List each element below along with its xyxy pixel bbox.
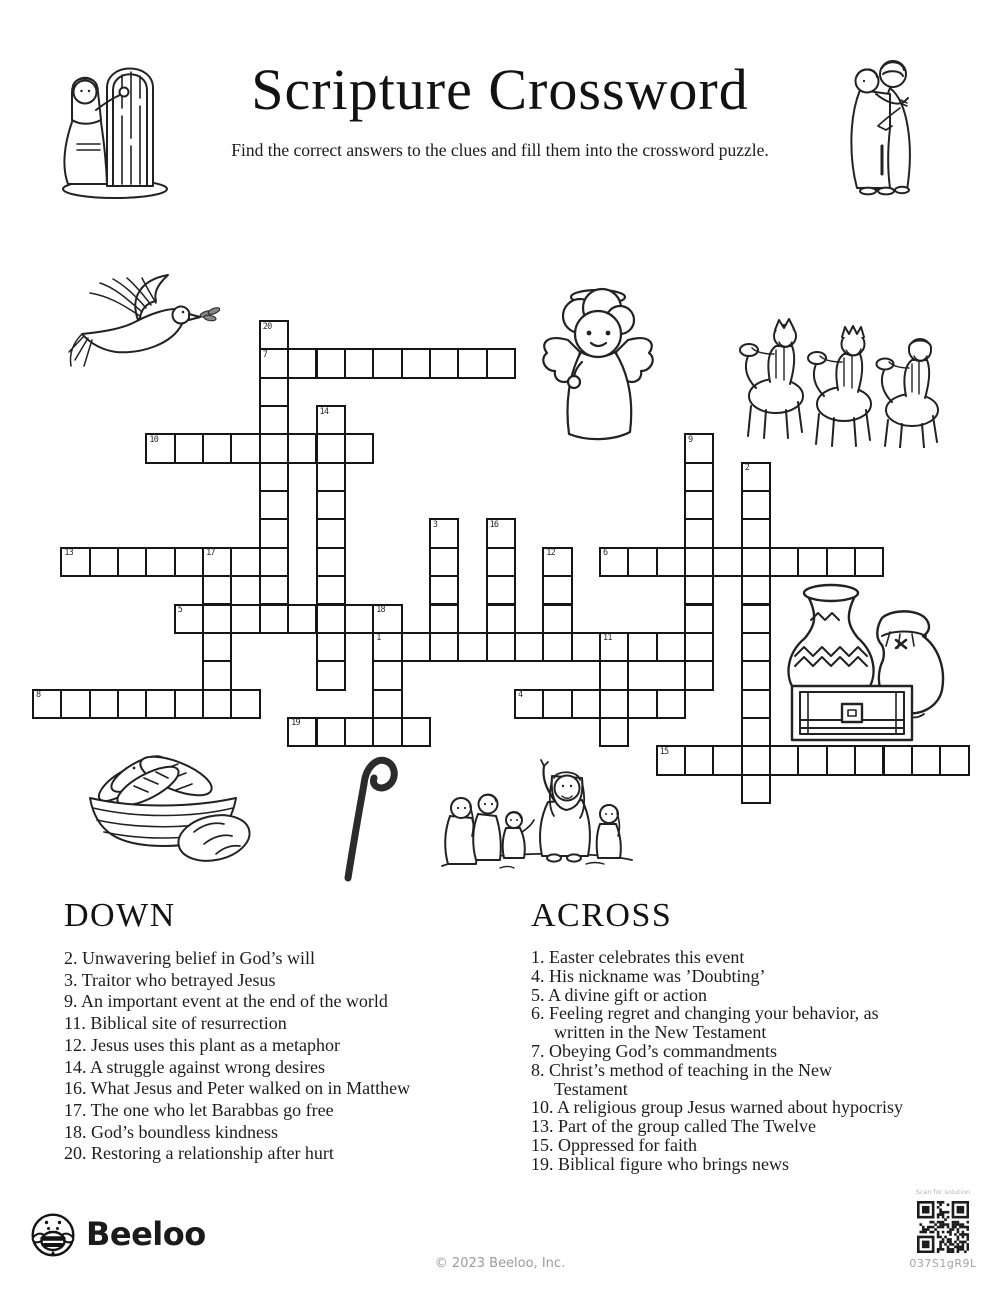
copyright-text: © 2023 Beeloo, Inc. (434, 1256, 566, 1271)
crossword-cell[interactable] (259, 462, 289, 492)
clue-item: 16. What Jesus and Peter walked on in Matthew (64, 1078, 411, 1099)
cell-number: 10 (149, 434, 159, 445)
crossword-cell[interactable] (826, 745, 856, 775)
crossword-cell[interactable] (259, 518, 289, 548)
crossword-cell[interactable] (316, 518, 346, 548)
crossword-cell[interactable] (259, 405, 289, 435)
crossword-cell[interactable] (741, 462, 771, 492)
crossword-cell[interactable] (741, 490, 771, 520)
crossword-cell[interactable] (344, 348, 374, 378)
crossword-cell[interactable] (599, 660, 629, 690)
crossword-cell[interactable] (542, 547, 572, 577)
crossword-cell[interactable] (883, 745, 913, 775)
cell-number: 1 (376, 633, 381, 644)
clue-item: 5. A divine gift or action (531, 984, 707, 1005)
cell-number: 11 (603, 633, 612, 644)
crossword-cell[interactable] (344, 717, 374, 747)
crossword-cell[interactable] (514, 632, 544, 662)
crossword-cell[interactable] (230, 689, 260, 719)
crossword-cell[interactable] (202, 632, 232, 662)
crossword-cell[interactable] (741, 632, 771, 662)
crossword-cell[interactable] (514, 689, 544, 719)
crossword-cell[interactable] (684, 575, 714, 605)
crossword-cell[interactable] (287, 604, 317, 634)
clue-item: 1. Easter celebrates this event (531, 947, 745, 967)
clue-item: 3. Traitor who betrayed Jesus (64, 969, 276, 990)
crossword-cell[interactable] (316, 490, 346, 520)
crossword-cell[interactable] (316, 433, 346, 463)
men-hugging-illustration (838, 50, 938, 200)
crossword-cell[interactable] (571, 689, 601, 719)
crossword-cell[interactable] (599, 632, 629, 662)
crossword-cell[interactable] (741, 689, 771, 719)
crossword-cell[interactable] (599, 717, 629, 747)
crossword-cell[interactable] (684, 632, 714, 662)
crossword-cell[interactable] (372, 660, 402, 690)
crossword-cell[interactable] (684, 660, 714, 690)
crossword-cell[interactable] (145, 547, 175, 577)
crossword-cell[interactable] (316, 547, 346, 577)
crossword-cell[interactable] (684, 490, 714, 520)
cell-number: 7 (262, 349, 268, 360)
treasure-chest-vase-sack-illustration (778, 580, 945, 745)
crossword-cell[interactable] (911, 745, 941, 775)
clue-item: 12. Jesus uses this plant as a metaphor (64, 1034, 340, 1055)
crossword-cell[interactable] (656, 547, 686, 577)
crossword-cell[interactable] (401, 717, 431, 747)
crossword-cell[interactable] (656, 632, 686, 662)
angel-illustration (538, 282, 658, 446)
crossword-cell[interactable] (684, 433, 714, 463)
crossword-cell[interactable] (486, 575, 516, 605)
qr-label: Scan for solution (915, 1188, 971, 1196)
cell-number: 4 (517, 690, 523, 701)
crossword-cell[interactable] (429, 348, 459, 378)
crossword-cell[interactable] (769, 547, 799, 577)
crossword-cell[interactable] (854, 547, 884, 577)
crossword-cell[interactable] (202, 689, 232, 719)
crossword-cell[interactable] (656, 745, 686, 775)
crossword-cell[interactable] (174, 547, 204, 577)
crossword-cell[interactable] (741, 547, 771, 577)
crossword-cell[interactable] (712, 547, 742, 577)
cell-number: 17 (206, 548, 215, 559)
shepherd-staff-illustration (330, 744, 402, 886)
qr-code-text: 037S1gR9L (909, 1257, 977, 1270)
crossword-cell[interactable] (174, 433, 204, 463)
clue-item-continuation: written in the New Testament (554, 1022, 767, 1043)
crossword-cell[interactable] (599, 689, 629, 719)
page-subtitle: Find the correct answers to the clues and fill them into the crossword puzzle. (231, 140, 769, 160)
beeloo-wordmark: Beeloo (86, 1215, 206, 1253)
crossword-cell[interactable] (429, 632, 459, 662)
crossword-cell[interactable] (202, 575, 232, 605)
crossword-cell[interactable] (429, 604, 459, 634)
crossword-cell[interactable] (939, 745, 969, 775)
three-wise-men-camels-illustration (736, 282, 944, 448)
crossword-cell[interactable] (316, 717, 346, 747)
crossword-cell[interactable] (486, 518, 516, 548)
crossword-cell[interactable] (230, 604, 260, 634)
crossword-cell[interactable] (854, 745, 884, 775)
clue-item: 17. The one who let Barabbas go free (64, 1099, 334, 1120)
clue-item: 6. Feeling regret and changing your behavior, as written in the New Testament (531, 1004, 986, 1042)
crossword-cell[interactable] (797, 745, 827, 775)
clue-item: 20. Restoring a relationship after hurt (64, 1143, 334, 1164)
cell-number: 6 (603, 548, 608, 559)
cell-number: 8 (36, 690, 41, 701)
cell-number: 2 (744, 463, 750, 474)
crossword-cell[interactable] (316, 405, 346, 435)
crossword-cell[interactable] (230, 433, 260, 463)
down-clues-section (64, 897, 509, 1165)
across-heading: ACROSS (531, 897, 673, 934)
crossword-cell[interactable] (259, 377, 289, 407)
crossword-cell[interactable] (174, 604, 204, 634)
crossword-cell[interactable] (259, 490, 289, 520)
crossword-cell[interactable] (202, 660, 232, 690)
crossword-cell[interactable] (316, 575, 346, 605)
crossword-cell[interactable] (486, 547, 516, 577)
crossword-cell[interactable] (457, 348, 487, 378)
crossword-cell[interactable] (429, 575, 459, 605)
crossword-cell[interactable] (316, 632, 346, 662)
crossword-cell[interactable] (344, 433, 374, 463)
crossword-cell[interactable] (429, 547, 459, 577)
crossword-cell[interactable] (627, 632, 657, 662)
clue-item: 2. Unwavering belief in God’s will (64, 948, 315, 968)
crossword-cell[interactable] (202, 604, 232, 634)
crossword-cell[interactable] (145, 689, 175, 719)
down-clue-list (64, 948, 509, 1165)
bread-fish-basket-illustration (76, 746, 260, 872)
crossword-cell[interactable] (372, 689, 402, 719)
crossword-cell[interactable] (287, 717, 317, 747)
across-clues-section (531, 897, 986, 1174)
crossword-cell[interactable] (259, 604, 289, 634)
crossword-cell[interactable] (401, 348, 431, 378)
clue-item: 9. An important event at the end of the world (64, 991, 388, 1012)
crossword-cell[interactable] (571, 632, 601, 662)
down-heading: DOWN (64, 897, 176, 934)
clue-item: 7. Obeying God’s commandments (531, 1040, 777, 1061)
crossword-cell[interactable] (287, 433, 317, 463)
qr-section (899, 1188, 987, 1270)
crossword-cell[interactable] (287, 348, 317, 378)
jesus-teaching-children-illustration (436, 756, 638, 876)
crossword-cell[interactable] (741, 745, 771, 775)
crossword-cell[interactable] (656, 689, 686, 719)
crossword-cell[interactable] (797, 547, 827, 577)
cell-number: 19 (291, 718, 300, 729)
crossword-cell[interactable] (32, 689, 62, 719)
crossword-cell[interactable] (174, 689, 204, 719)
crossword-cell[interactable] (684, 547, 714, 577)
woman-at-door-illustration (55, 48, 173, 200)
crossword-cell[interactable] (542, 604, 572, 634)
crossword-cell[interactable] (117, 689, 147, 719)
crossword-cell[interactable] (259, 547, 289, 577)
crossword-cell[interactable] (89, 547, 119, 577)
cell-number: 12 (546, 548, 555, 559)
crossword-cell[interactable] (372, 348, 402, 378)
crossword-cell[interactable] (372, 632, 402, 662)
crossword-cell[interactable] (344, 604, 374, 634)
crossword-cell[interactable] (542, 575, 572, 605)
beeloo-bee-logo-icon (30, 1212, 76, 1258)
crossword-cell[interactable] (741, 774, 771, 804)
crossword-cell[interactable] (457, 632, 487, 662)
crossword-cell[interactable] (684, 745, 714, 775)
clue-item: 15. Oppressed for faith (531, 1134, 697, 1155)
crossword-cell[interactable] (259, 348, 289, 378)
clue-item: 18. God’s boundless kindness (64, 1121, 279, 1142)
crossword-cell[interactable] (712, 745, 742, 775)
clue-item: 10. A religious group Jesus warned about hypocrisy (531, 1097, 903, 1118)
crossword-cell[interactable] (684, 518, 714, 548)
crossword-cell[interactable] (486, 632, 516, 662)
clue-item: 14. A struggle against wrong desires (64, 1056, 325, 1077)
crossword-cell[interactable] (741, 717, 771, 747)
clue-item: 4. His nickname was ’Doubting’ (531, 965, 766, 986)
cell-number: 13 (64, 548, 73, 559)
crossword-cell[interactable] (259, 433, 289, 463)
crossword-cell[interactable] (372, 604, 402, 634)
crossword-cell[interactable] (316, 604, 346, 634)
across-clue-list (531, 948, 986, 1174)
crossword-cell[interactable] (826, 547, 856, 577)
crossword-cell[interactable] (316, 348, 346, 378)
crossword-cell[interactable] (316, 660, 346, 690)
crossword-cell[interactable] (627, 689, 657, 719)
crossword-cell[interactable] (627, 547, 657, 577)
cell-number: 15 (659, 746, 669, 757)
crossword-cell[interactable] (145, 433, 175, 463)
clue-item: 8. Christ’s method of teaching in the New Testament (531, 1061, 986, 1099)
dove-olive-branch-illustration (60, 272, 235, 384)
crossword-cell[interactable] (542, 632, 572, 662)
cell-number: 14 (319, 406, 329, 417)
cell-number: 18 (376, 605, 385, 615)
crossword-cell[interactable] (259, 320, 289, 350)
crossword-cell[interactable] (684, 604, 714, 634)
crossword-cell[interactable] (117, 547, 147, 577)
crossword-cell[interactable] (741, 604, 771, 634)
crossword-cell[interactable] (401, 632, 431, 662)
crossword-cell[interactable] (202, 547, 232, 577)
crossword-cell[interactable] (202, 433, 232, 463)
crossword-cell[interactable] (741, 575, 771, 605)
crossword-cell[interactable] (684, 462, 714, 492)
cell-number: 20 (262, 321, 272, 332)
page-title: Scripture Crossword (251, 57, 749, 122)
crossword-cell[interactable] (259, 575, 289, 605)
crossword-cell[interactable] (60, 547, 90, 577)
clue-item: 19. Biblical figure who brings news (531, 1153, 789, 1174)
crossword-cell[interactable] (741, 660, 771, 690)
crossword-cell[interactable] (60, 689, 90, 719)
crossword-cell[interactable] (429, 518, 459, 548)
clue-item-continuation: Testament (554, 1078, 628, 1099)
cell-number: 5 (177, 605, 183, 615)
cell-number: 3 (432, 519, 438, 530)
crossword-cell[interactable] (230, 547, 260, 577)
crossword-cell[interactable] (769, 745, 799, 775)
cell-number: 16 (489, 519, 499, 530)
crossword-cell[interactable] (542, 689, 572, 719)
crossword-cell[interactable] (316, 462, 346, 492)
qr-code (917, 1201, 969, 1253)
crossword-cell[interactable] (486, 604, 516, 634)
crossword-cell[interactable] (372, 717, 402, 747)
crossword-cell[interactable] (599, 547, 629, 577)
cell-number: 9 (688, 434, 693, 445)
clue-item: 13. Part of the group called The Twelve (531, 1116, 816, 1137)
crossword-cell[interactable] (486, 348, 516, 378)
crossword-cell[interactable] (89, 689, 119, 719)
clue-item: 11. Biblical site of resurrection (64, 1013, 287, 1034)
crossword-cell[interactable] (741, 518, 771, 548)
